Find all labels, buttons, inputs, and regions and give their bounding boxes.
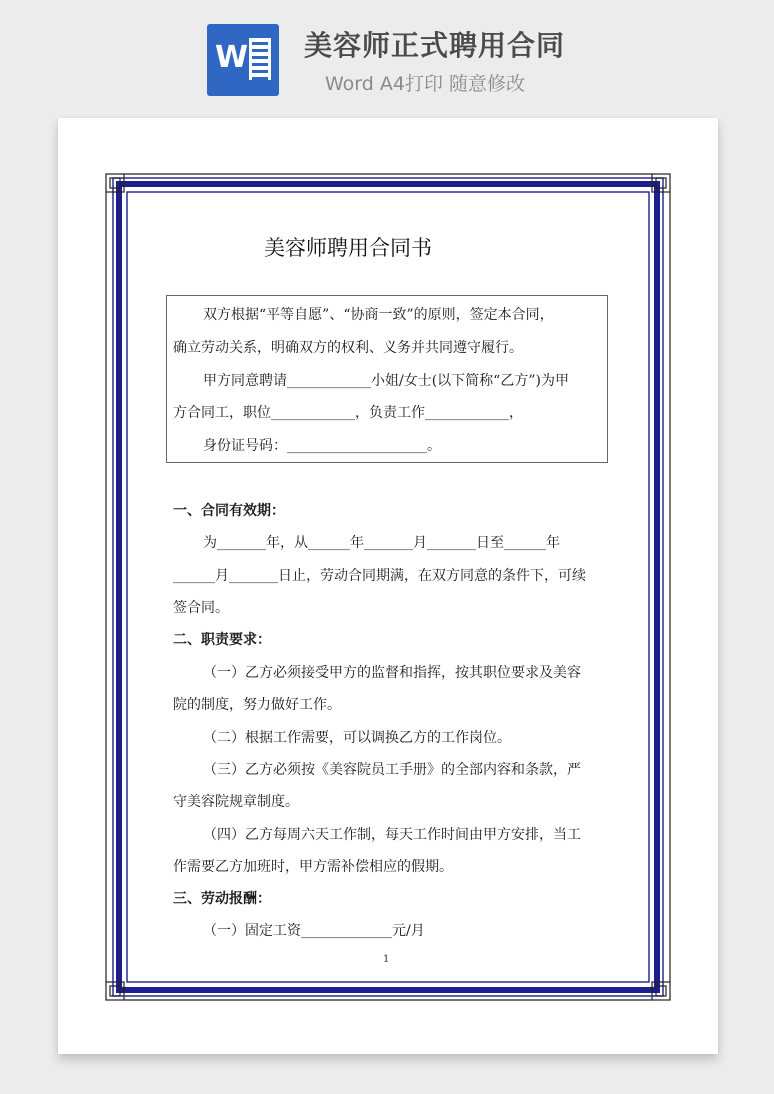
word-icon [207, 24, 279, 96]
section-line: （三）乙方必须按《美容院员工手册》的全部内容和条款，严 [203, 762, 581, 778]
section-line: 守美容院规章制度。 [173, 794, 299, 810]
section-heading: 三、劳动报酬： [173, 891, 271, 907]
section-line: （四）乙方每周六天工作制，每天工作时间由甲方安排，当工 [203, 827, 581, 843]
section-line: （一）乙方必须接受甲方的监督和指挥，按其职位要求及美容 [203, 665, 581, 681]
document-page [58, 118, 718, 1054]
intro-line: 确立劳动关系，明确双方的权利、义务并共同遵守履行。 [173, 340, 523, 356]
word-icon-lines [249, 38, 271, 80]
section-line: ______月_______日止，劳动合同期满，在双方同意的条件下，可续 [173, 568, 586, 584]
word-icon-letter: W [215, 40, 249, 75]
section-line: 签合同。 [173, 600, 229, 616]
section-line: （一）固定工资_____________元/月 [203, 923, 425, 939]
page-number: 1 [383, 954, 390, 965]
section-line: 院的制度，努力做好工作。 [173, 697, 341, 713]
section-line: 作需要乙方加班时，甲方需补偿相应的假期。 [173, 859, 453, 875]
section-line: （二）根据工作需要，可以调换乙方的工作岗位。 [203, 730, 511, 746]
document-title: 美容师聘用合同书 [264, 236, 432, 260]
header-subtitle: Word A4打印 随意修改 [325, 73, 526, 95]
top-banner [0, 0, 774, 110]
intro-line: 甲方同意聘请____________小姐/女士(以下简称“乙方”)为甲 [203, 373, 569, 389]
intro-line: 方合同工，职位____________，负责工作____________， [173, 405, 523, 421]
intro-line: 双方根据“平等自愿”、“协商一致”的原则，签定本合同， [203, 307, 554, 323]
section-line: 为_______年，从______年_______月_______日至______年 [203, 535, 560, 551]
header-title: 美容师正式聘用合同 [304, 29, 566, 62]
section-heading: 二、职责要求： [173, 632, 271, 648]
section-heading: 一、合同有效期： [173, 503, 285, 519]
intro-line: 身份证号码：____________________。 [203, 438, 441, 454]
